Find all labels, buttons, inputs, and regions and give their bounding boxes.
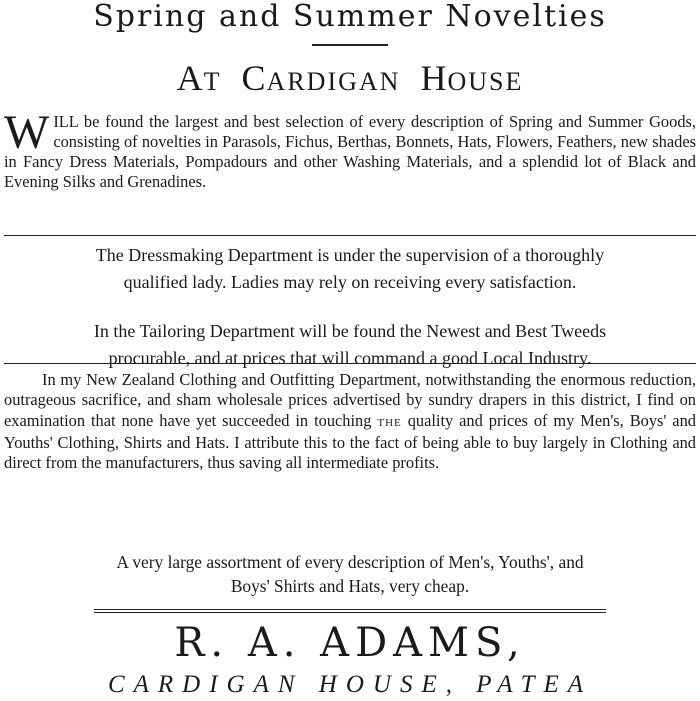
store-heading (0, 56, 700, 104)
store-heading-house-rest: OUSE (447, 67, 524, 96)
store-heading-at-cap: A (176, 58, 204, 98)
footer-double-divider (94, 609, 606, 613)
store-heading-at-rest: T (203, 67, 222, 96)
store-heading-cardigan-rest: ARDIGAN (266, 67, 401, 96)
tailoring-line-2: procurable, and at prices that will command a good Local Industry. (108, 348, 592, 368)
store-heading-cardigan-cap: C (241, 58, 267, 98)
dressmaking-line-1: The Dressmaking Department is under the supervision of a thoroughly (95, 245, 605, 265)
proprietor-name: R. A. ADAMS, (174, 620, 526, 666)
assortment-notice (4, 550, 696, 598)
section-divider-2 (4, 363, 696, 364)
clothing-text-before: In my New Zealand Clothing and Outfitting Department, notwithstanding the enormous reduction, outrageous sacrifice, and sham wholesale prices advertised by sundry drapers in this district, I find on examination that none have yet succeeded in touching (4, 370, 696, 430)
assortment-line-1: A very large assortment of every description of Men's, Youths', and (116, 552, 584, 572)
intro-text: ILL be found the largest and best selection of every description of Spring and Summer Goods, consisting of novelties in Parasols, Fichus, Berthas, Bonnets, Hats, Flowers, Feathers, new shades in Fancy Dress Materials, Pompadours and other Washing Materials, and a splendid lot of Black and Evening Silks and Grenadines. (4, 112, 696, 191)
advert-title: Spring and Summer Novelties (93, 0, 607, 34)
store-address: CARDIGAN HOUSE, PATEA (107, 671, 593, 698)
intro-paragraph (4, 106, 696, 192)
clothing-emphasis: THE (377, 416, 402, 429)
intro-dropcap: W (4, 106, 50, 159)
title-divider (312, 44, 388, 46)
dressmaking-line-2: qualified lady. Ladies may rely on receiving every satisfaction. (123, 272, 577, 292)
dressmaking-notice (4, 242, 696, 296)
tailoring-line-1: In the Tailoring Department will be found the Newest and Best Tweeds (93, 321, 607, 341)
assortment-line-2: Boys' Shirts and Hats, very cheap. (230, 576, 470, 596)
clothing-paragraph (4, 370, 696, 473)
section-divider-1 (4, 235, 696, 236)
clothing-text-after: quality and prices of my Men's, Boys' and Youths' Clothing, Shirts and Hats. I attribute this to the fact of being able to buy largely in Clothing and direct from the manufacturers, thus saving all intermediate profits. (4, 410, 696, 473)
store-heading-house-cap: H (420, 58, 448, 98)
